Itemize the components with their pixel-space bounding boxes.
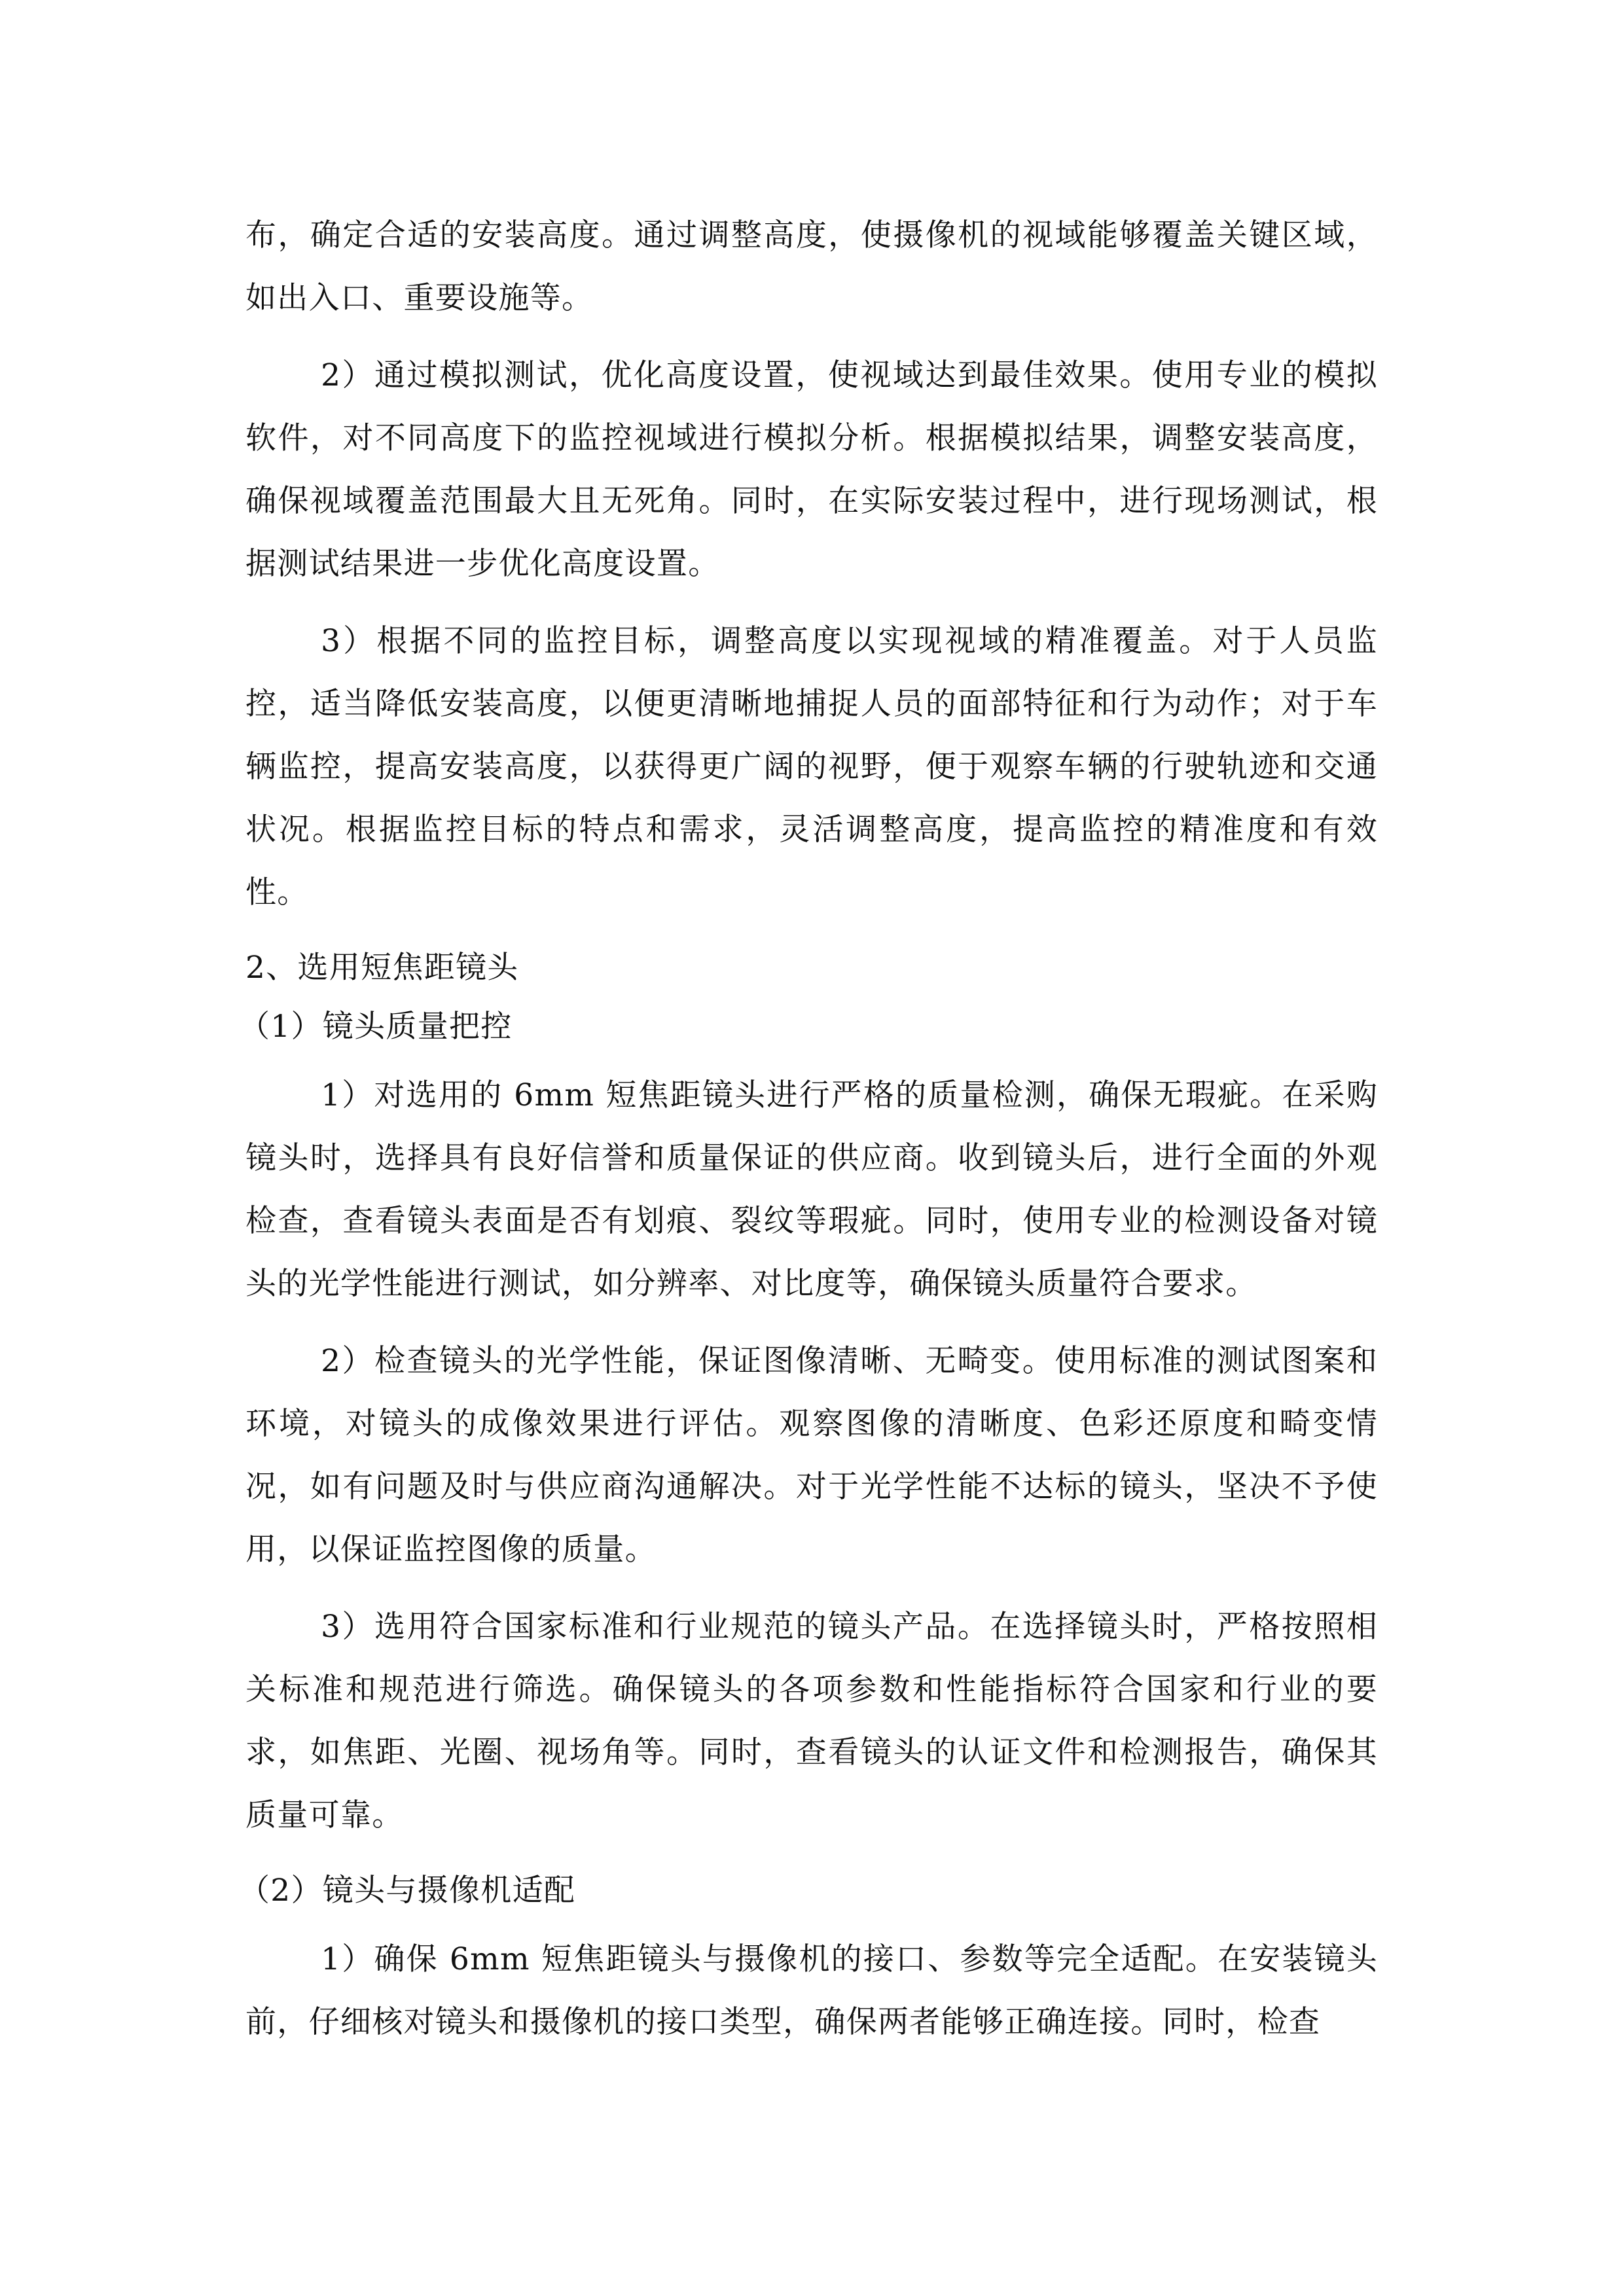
paragraph-optical-performance: 2）检查镜头的光学性能，保证图像清晰、无畸变。使用标准的测试图案和环境，对镜头的成像效果进行评估。观察图像的清晰度、色彩还原度和畸变情况，如有问题及时与供应商沟通解决。对于光学性能不达标的镜头，坚决不予使用，以保证监控图像的质量。 (245, 1343, 1378, 1568)
subheading-lens-quality: （1）镜头质量把控 (239, 1009, 513, 1045)
paragraph-interface-matching: 1）确保 6mm 短焦距镜头与摄像机的接口、参数等完全适配。在安装镜头前，仔细核对镜头和摄像机的接口类型，确保两者能够正确连接。同时，检查 (245, 1941, 1378, 2040)
paragraph-lens-inspection: 1）对选用的 6mm 短焦距镜头进行严格的质量检测，确保无瑕疵。在采购镜头时，选择具有良好信誉和质量保证的供应商。收到镜头后，进行全面的外观检查，查看镜头表面是否有划痕、裂纹等瑕疵。同时，使用专业的检测设备对镜头的光学性能进行测试，如分辨率、对比度等，确保镜头质量符合要求。 (245, 1077, 1378, 1302)
paragraph-target-adjustment: 3）根据不同的监控目标，调整高度以实现视域的精准覆盖。对于人员监控，适当降低安装高度，以便更清晰地捕捉人员的面部特征和行为动作；对于车辆监控，提高安装高度，以获得更广阔的视野，便于观察车辆的行驶轨迹和交通状况。根据监控目标的特点和需求，灵活调整高度，提高监控的精准度和有效性。 (245, 623, 1378, 910)
paragraph-height-simulation: 2）通过模拟测试，优化高度设置，使视域达到最佳效果。使用专业的模拟软件，对不同高度下的监控视域进行模拟分析。根据模拟结果，调整安装高度，确保视域覆盖范围最大且无死角。同时，在实际安装过程中，进行现场测试，根据测试结果进一步优化高度设置。 (245, 357, 1378, 582)
paragraph-continuation: 布，确定合适的安装高度。通过调整高度，使摄像机的视域能够覆盖关键区域，如出入口、重要设施等。 (245, 217, 1378, 316)
section-heading-short-focal-lens: 2、选用短焦距镜头 (245, 950, 519, 986)
paragraph-standards-compliance: 3）选用符合国家标准和行业规范的镜头产品。在选择镜头时，严格按照相关标准和规范进行筛选。确保镜头的各项参数和性能指标符合国家和行业的要求，如焦距、光圈、视场角等。同时，查看镜头的认证文件和检测报告，确保其质量可靠。 (245, 1609, 1378, 1833)
subheading-lens-camera-fit: （2）镜头与摄像机适配 (239, 1873, 576, 1909)
document-body (239, 204, 1378, 2068)
